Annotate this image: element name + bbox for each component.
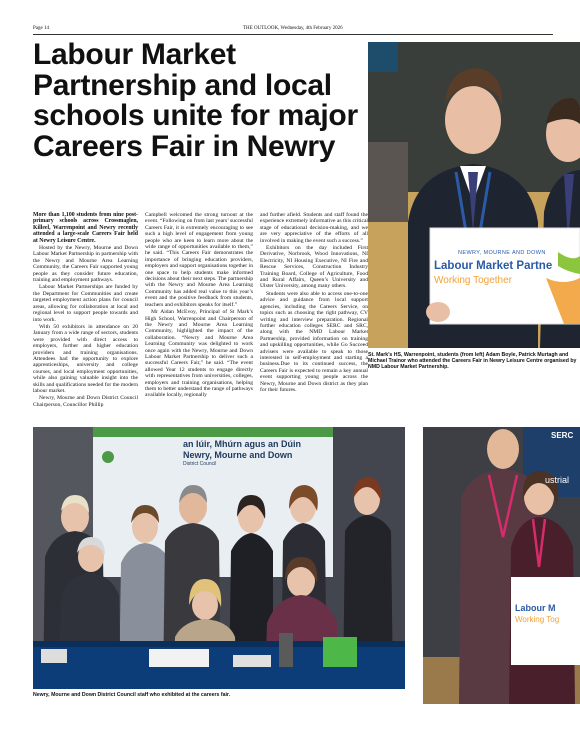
article-column-1 bbox=[33, 212, 138, 409]
paragraph: Hosted by the Newry, Mourne and Down Labour Market Partnership in partnership with the Newry and Mourne Area Learning Community, the Careers Fair supported young people as they consider future education, training and employment pathways. bbox=[33, 245, 138, 284]
council-banner-line-1: an Iúir, Mhúrn agus an Dúin bbox=[183, 439, 302, 449]
paragraph: Campbell welcomed the strong turnout at the event. “Following on from last years’ successful Careers Fair, it is extremely encouraging to see such a high level of engagement from young people who are keen to learn more about the wide range of opportunities available to them,” he said. “This Careers Fair demonstrates the importance of bringing education providers, employers and support organisations together in one space to help students make informed decisions about their next steps. The partnership with the Newry and Mourne Area Learning Community has added real value to this year’s event and the positive feedback from students, teachers and exhibitors speaks for itself.” bbox=[145, 212, 253, 308]
article-column-3 bbox=[260, 212, 368, 394]
paragraph: Newry, Mourne and Down District Council Chairperson, Councillor Phillip bbox=[33, 395, 138, 408]
page-number: Page 14 bbox=[33, 26, 49, 31]
paragraph: With 50 exhibitors in attendance on 20 January from a wide range of sectors, students were provided with direct access to employers, further and higher education providers and training organisations. Attendees had the opportunity to explore apprenticeships, university and college courses, and local employment opportunities, while also gaining valuable insight into the skills and qualifications needed for the modern labour market. bbox=[33, 323, 139, 394]
photo-students bbox=[368, 42, 580, 348]
banner-line-2: Labour Market Partne bbox=[434, 260, 553, 272]
exhibitors-illustration bbox=[423, 427, 580, 704]
council-staff-illustration bbox=[33, 427, 405, 689]
photo-council-staff bbox=[33, 427, 405, 689]
banner-line-3: Working Together bbox=[434, 275, 513, 286]
industrial-sign: ustrial bbox=[545, 475, 570, 485]
photo-caption-council: Newry, Mourne and Down District Council staff who exhibited at the careers fair. bbox=[33, 692, 231, 698]
serc-sign: SERC bbox=[551, 431, 574, 440]
lead-paragraph: More than 1,100 students from nine post-primary schools across Crossmaglen, Killeel, Warrenpoint and Newry recently attended a large-scale Careers Fair held at Newry Leisure Centre. bbox=[33, 212, 138, 244]
article-column-2 bbox=[145, 212, 253, 400]
paragraph: and further afield. Students and staff found the experience extremely informative as this critical stage of educational decision-making, and we are very appreciative of the efforts of all involved in making the event such a success.” bbox=[260, 212, 368, 244]
council-banner-line-2: Newry, Mourne and Down bbox=[183, 450, 293, 460]
paragraph: Labour Market Partnerships are funded by the Department for Communities and create targeted employment action plans for council areas, allowing for collaboration at local and regional level to support people towards and into work. bbox=[33, 284, 138, 323]
paragraph: Mr Aidan McEvoy, Principal of St Mark’s High School, Warrenpoint and Chairperson of the Newry and Mourne Area Learning Community, highlighted the impact of the collaboration. “Newry and Mourne Area Learning Community was delighted to work once again with the Newry, Mourne and Down Labour Market Partnership to deliver such a successful Careers Fair,” he said. “The event allowed Year 12 students to engage directly with representatives from universities, colleges, employers and training organisations, helping them to better understand the range of pathways available locally, regionally bbox=[145, 309, 253, 399]
exhibitor-banner-line-2: Working Tog bbox=[515, 615, 560, 624]
page-header bbox=[33, 24, 553, 35]
photo-caption-students: St. Mark’s HS, Warrenpoint, students (from left) Adam Boyle, Patrick Murtagh and Michael Trainor who attended the Careers Fair in Newry Leisure Centre organised by NMD Labour Market Partnership. bbox=[368, 352, 577, 371]
students-illustration bbox=[368, 42, 580, 348]
headline: Labour Market Partnership and local schools unite for major Careers Fair in Newry bbox=[33, 38, 358, 163]
paragraph: Students were also able to access one-to-one advice and guidance from local support agencies, including the Careers Service, on topics such as choosing the right pathway, CV writing and interview preparation. Regional further education colleges SERC and SRC, along with the NMD Labour Market Partnership, provided information on training and upskilling opportunities, while Go Succeed advisers were available to speak to those interested in self-employment and starting a business.Due to its continued success, the Careers Fair is expected to remain a key annual event supporting young people across the Newry, Mourne and Down district as they plan for their futures. bbox=[260, 290, 368, 393]
photo-exhibitors bbox=[423, 427, 580, 704]
council-banner-line-3: District Council bbox=[183, 461, 217, 467]
masthead: THE OUTLOOK, Wednesday, 4th February 2026 bbox=[243, 26, 343, 31]
banner-line-1: NEWRY, MOURNE AND DOWN bbox=[458, 250, 546, 256]
paragraph: Exhibitors on the day included First Derivative, Norbrook, Wood Innovations, NI Electricity, NI Housing Executive, NI Fire and Rescue Services, Construction Industry Training Board, College of Agriculture, Food and Rural Affairs, Queen’s University and Ulster University, among many others. bbox=[260, 245, 368, 290]
exhibitor-banner-line-1: Labour M bbox=[515, 603, 556, 613]
